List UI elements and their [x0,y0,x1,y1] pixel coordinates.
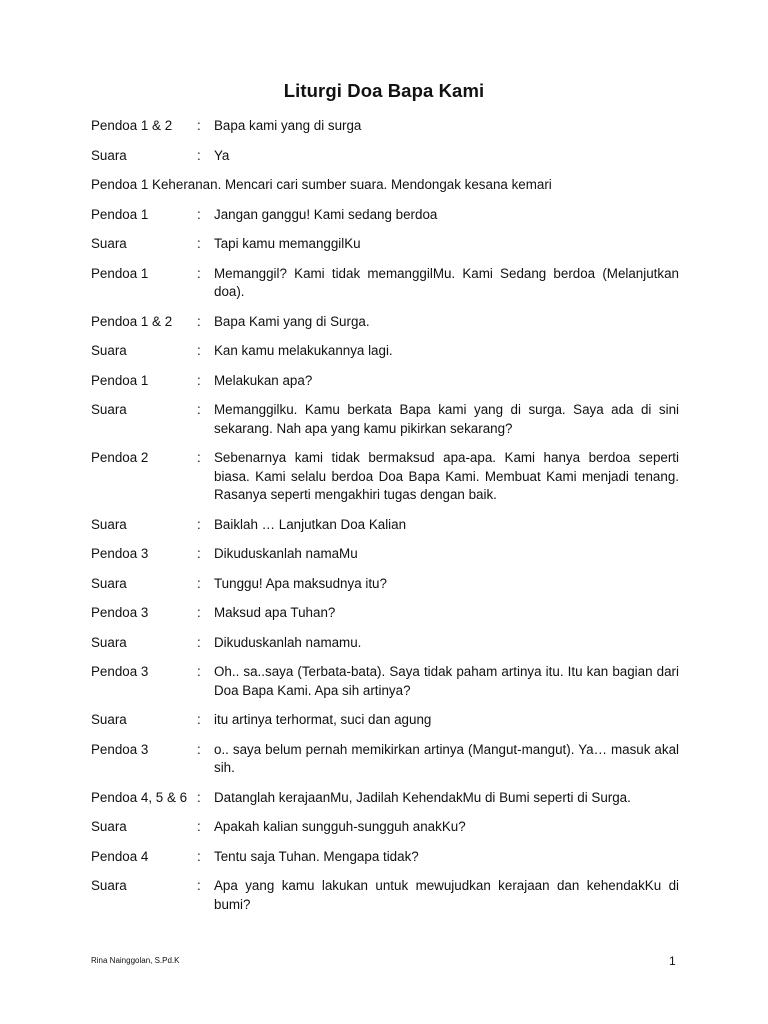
dialogue-text: Memanggil? Kami tidak memanggilMu. Kami Sedang berdoa (Melanjutkan doa). [214,265,679,299]
speaker-name: Suara [91,712,127,727]
speaker-name: Suara [91,343,127,358]
dialogue-text: Oh.. sa..saya (Terbata-bata). Saya tidak paham artinya itu. Itu kan bagian dari Doa Bapa Kami. Apa sih artinya? [214,664,679,698]
footer-author: Rina Nainggolan, S.Pd.K [91,956,180,965]
dialogue-line [91,575,679,594]
dialogue-list [91,117,679,914]
dialogue-text: Dikuduskanlah namaMu [214,546,358,561]
speaker-separator: : [197,516,201,532]
dialogue-line [91,604,679,623]
speaker-name: Suara [91,516,127,532]
speaker-separator: : [197,147,201,163]
dialogue-line [91,176,679,195]
speaker-name: Pendoa 4 [91,848,149,864]
dialogue-text: Tapi kamu memanggilKu [214,236,361,251]
dialogue-text: o.. saya belum pernah memikirkan artinya (Mangut-mangut). Ya… masuk akal sih. [214,741,679,775]
dialogue-text: Baiklah … Lanjutkan Doa Kalian [214,516,407,532]
speaker-name: Pendoa 2 [91,450,149,465]
dialogue-text: Dikuduskanlah namamu. [214,634,362,650]
speaker-name: Suara [91,147,127,163]
dialogue-text: Tentu saja Tuhan. Mengapa tidak? [214,848,419,864]
dialogue-text: Bapa Kami yang di Surga. [214,313,370,329]
dialogue-line [91,848,679,867]
speaker-name: Suara [91,236,127,251]
speaker-separator: : [197,343,201,358]
dialogue-line [91,265,679,302]
dialogue-text: Jangan ganggu! Kami sedang berdoa [214,206,438,222]
dialogue-line [91,516,679,535]
dialogue-text: Datanglah kerajaanMu, Jadilah KehendakMu di Bumi seperti di Surga. [214,789,631,805]
dialogue-text: Memanggilku. Kamu berkata Bapa kami yang di surga. Saya ada di sini sekarang. Nah apa yang kamu pikirkan sekarang? [214,402,679,436]
speaker-name: Suara [91,819,127,834]
speaker-separator: : [197,313,201,329]
speaker-name: Pendoa 3 [91,546,149,561]
speaker-separator: : [197,206,201,222]
speaker-separator: : [197,634,201,650]
speaker-separator: : [197,848,201,864]
dialogue-line [91,711,679,730]
speaker-name: Pendoa 3 [91,741,149,757]
dialogue-text: Tunggu! Apa maksudnya itu? [214,575,387,591]
speaker-name: Pendoa 1 [91,206,149,222]
speaker-name: Suara [91,575,127,591]
speaker-name: Suara [91,402,127,417]
speaker-separator: : [197,712,201,727]
speaker-separator: : [197,372,201,388]
speaker-separator: : [197,265,201,281]
dialogue-text: Ya [214,147,230,163]
dialogue-line [91,877,679,914]
dialogue-text: itu artinya terhormat, suci dan agung [214,712,432,727]
speaker-name: Pendoa 1 & 2 [91,118,173,133]
speaker-separator: : [197,450,201,465]
speaker-separator: : [197,819,201,834]
dialogue-line [91,372,679,391]
dialogue-line [91,449,679,505]
dialogue-line [91,235,679,254]
stage-direction: Pendoa 1 Keheranan. Mencari cari sumber suara. Mendongak kesana kemari [91,177,552,192]
dialogue-text: Sebenarnya kami tidak bermaksud apa-apa. Kami hanya berdoa seperti biasa. Kami selalu berdoa Doa Bapa Kami. Membuat Kami menjadi tenang. Rasanya seperti mengakhiri tugas dengan baik. [214,450,679,502]
document-title: Liturgi Doa Bapa Kami [283,80,485,101]
dialogue-text: Kan kamu melakukannya lagi. [214,343,393,358]
dialogue-line [91,313,679,332]
dialogue-line [91,545,679,564]
speaker-name: Pendoa 1 & 2 [91,313,173,329]
speaker-name: Pendoa 1 [91,265,149,281]
speaker-separator: : [197,118,201,133]
speaker-separator: : [197,605,201,620]
dialogue-line [91,789,679,808]
dialogue-text: Bapa kami yang di surga [214,118,362,133]
dialogue-text: Maksud apa Tuhan? [214,605,336,620]
speaker-separator: : [197,741,201,757]
dialogue-line [91,147,679,166]
dialogue-line [91,401,679,438]
speaker-separator: : [197,402,201,417]
speaker-separator: : [197,878,201,893]
speaker-separator: : [197,575,201,591]
dialogue-line [91,117,679,136]
speaker-separator: : [197,789,201,805]
dialogue-line [91,342,679,361]
speaker-name: Pendoa 3 [91,664,149,679]
dialogue-text: Apa yang kamu lakukan untuk mewujudkan kerajaan dan kehendakKu di bumi? [214,878,679,912]
page-number: 1 [669,954,676,968]
dialogue-line [91,206,679,225]
dialogue-text: Melakukan apa? [214,372,313,388]
dialogue-line [91,634,679,653]
speaker-name: Pendoa 1 [91,372,149,388]
speaker-name: Pendoa 3 [91,605,149,620]
speaker-separator: : [197,236,201,251]
dialogue-line [91,741,679,778]
dialogue-text: Apakah kalian sungguh-sungguh anakKu? [214,819,466,834]
speaker-name: Suara [91,634,127,650]
speaker-separator: : [197,664,201,679]
speaker-name: Suara [91,878,127,893]
dialogue-line [91,663,679,700]
dialogue-line [91,818,679,837]
speaker-name: Pendoa 4, 5 & 6 [91,789,188,805]
speaker-separator: : [197,546,201,561]
